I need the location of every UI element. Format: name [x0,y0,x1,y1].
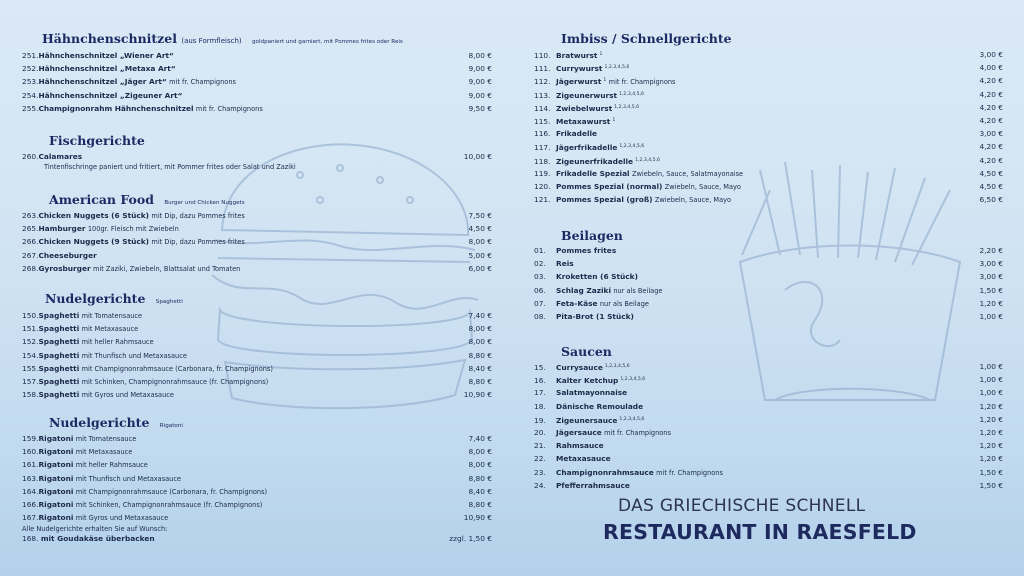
menu-item [534,154,1003,167]
item-number: 260. [22,152,39,161]
item-price: 6,50 € [979,195,1003,205]
item-price: 1,00 € [979,362,1003,371]
section-title-rigatoni [49,415,183,430]
item-number: 119. [534,168,551,178]
menu-item [534,257,1003,270]
item-price: 8,40 € [468,363,492,373]
item-price: 4,50 € [979,168,1003,178]
item-description: mit Thunfisch und Metaxasauce [81,351,187,360]
item-price: 8,00 € [468,337,492,347]
item-name: Rahmsauce [556,441,604,451]
item-additives: 1,2,3,4,5,6 [620,377,646,383]
menu-item [534,270,1003,283]
item-price: 1,00 € [979,311,1003,321]
item-description: mit Champignonrahmsauce (Carbonara, fr. Champignons) [75,487,268,496]
item-description: Zwiebeln, Sauce, Mayo [654,196,732,205]
item-price: 1,20 € [979,414,1003,424]
item-number: 255. [22,103,39,113]
menu-item [22,249,492,262]
menu-item [534,140,1003,153]
item-number: 265. [22,224,39,234]
item-price: 8,80 € [468,499,492,509]
item-number: 22. [534,454,546,464]
beilagen-list [534,244,1003,323]
fisch-title: Fischgerichte [49,133,145,148]
item-description: mit Tomatensauce [81,312,143,320]
item-name: Hähnchenschnitzel „Wiener Art“ [38,51,174,60]
item-number: 118. [534,156,551,166]
item-name: Metaxasauce [556,454,611,464]
item-name: Chicken Nuggets (9 Stück) [38,237,150,247]
item-number: 110. [534,51,551,60]
item-name: Cheeseburger [38,250,97,260]
item-description: Zwiebeln, Sauce, Mayo [664,182,741,191]
item-description: mit fr. Champignons [608,78,676,87]
menu-item [22,209,492,222]
american-note: Burger und Chicken Nuggets [164,200,245,206]
item-name: Gyrosburger [38,263,91,273]
item-description: nur als Beilage [613,286,663,295]
item-name: Currysauce [556,363,603,372]
item-additives: 1,2,3,4,5,6 [619,416,645,422]
menu-item [22,49,492,62]
spaghetti-note: Spaghetti [155,299,183,305]
item-price: 9,00 € [468,64,492,74]
section-title-spaghetti [45,291,183,306]
item-description: mit fr. Champignons [195,104,263,113]
item-number: 263. [22,211,39,220]
item-name: Pommes Spezial (normal) [556,181,663,191]
menu-item [22,309,492,322]
section-title-american [49,192,245,207]
item-number: 16. [534,376,546,386]
item-price: 9,00 € [468,90,492,100]
section-title-fisch [49,133,145,148]
item-price: 4,50 € [468,224,492,234]
item-name: Zwiebelwurst [556,103,613,113]
item-description: mit Gyros und Metaxasauce [75,514,169,523]
schnitzel-note: goldpaniert und garniert, mit Pommes frites oder Reis [252,39,403,45]
item-number: 15. [534,363,546,372]
item-number: 152. [22,337,39,347]
menu-item [22,75,492,88]
schnitzel-subtitle: (aus Formfleisch) [181,37,242,45]
item-number: 21. [534,441,546,451]
item-name: Frikadelle Spezial [556,168,630,178]
item-name: Hähnchenschnitzel „Jäger Art“ [38,77,167,87]
item-price: 4,20 € [979,155,1003,165]
item-description: mit fr. Champignons [604,428,671,437]
item-number: 121. [534,195,551,205]
item-price: 8,00 € [468,447,492,457]
item-price: 1,20 € [979,427,1003,437]
item-number: 06. [534,285,546,295]
item-name: Feta-Käse [556,298,598,308]
menu-item [534,439,1003,452]
item-price: 2,20 € [979,246,1003,255]
menu-item [534,386,1003,399]
item-name: Zigeunerfrikadelle [556,156,634,166]
item-additives: 1,2,3,4,5,6 [604,364,630,369]
item-price: 4,20 € [979,89,1003,99]
menu-item [22,362,492,375]
item-name: Jägersauce [556,427,602,437]
item-number: 254. [22,90,39,100]
item-name: Jägerfrikadelle [556,143,618,153]
item-price: 8,00 € [468,324,492,334]
item-additives: 1 [603,78,607,84]
menu-item [534,400,1003,413]
menu-item [22,498,492,511]
item-description: mit Thunfisch und Metaxasauce [75,474,182,483]
section-title-saucen [561,344,612,359]
item-price: 1,20 € [979,401,1003,411]
menu-item [22,322,492,335]
item-name: Frikadelle [556,129,598,139]
menu-item [534,284,1003,297]
menu-item [22,262,492,275]
item-name: Hähnchenschnitzel „Metaxa Art“ [38,64,176,74]
item-price: 8,80 € [468,376,492,386]
item-name: Champignonrahmsauce [556,467,654,477]
item-number: 24. [534,480,546,490]
menu-item [534,244,1003,257]
item-price: 1,00 € [979,388,1003,398]
american-list [22,209,492,275]
item-name: Pfefferrahmsauce [556,480,630,490]
item-number: 115. [534,116,551,126]
menu-item [534,452,1003,465]
item-name: Zigeunersauce [556,415,618,425]
menu-item [534,193,1003,206]
item-number: 166. [22,499,39,509]
item-number: 07. [534,298,546,308]
item-number: 164. [22,486,39,496]
nudel-extra-list [22,532,492,545]
item-number: 151. [22,324,39,334]
menu-item [534,180,1003,193]
fisch-list [22,150,492,163]
item-price: 1,50 € [979,467,1003,477]
item-number: 03. [534,272,546,282]
item-description: mit Metaxasauce [75,448,133,457]
item-name: Rigatoni [38,434,74,443]
item-name: Spaghetti [38,350,80,360]
spaghetti-list [22,309,492,401]
menu-item [22,349,492,362]
item-number: 167. [22,513,39,523]
menu-item [22,89,492,102]
menu-item [534,426,1003,439]
item-price: 1,20 € [979,441,1003,451]
item-name: Rigatoni [38,473,74,483]
item-name: Rigatoni [38,513,74,523]
item-name: Pommes Spezial (groß) [556,195,653,205]
item-name: Hähnchenschnitzel „Zigeuner Art“ [38,90,183,100]
item-price: 4,20 € [979,76,1003,86]
item-name: Calamares [38,152,83,161]
item-number: 117. [534,143,551,153]
item-number: 17. [534,388,546,398]
item-description: nur als Beilage [599,299,649,308]
item-name: Rigatoni [38,486,74,496]
schnitzel-list [22,49,492,115]
item-number: 08. [534,311,546,321]
menu-item [22,511,492,524]
item-number: 114. [534,103,551,113]
brand-line-1: DAS GRIECHISCHE SCHNELL [618,496,866,516]
item-price: 7,40 € [468,434,492,443]
section-title-beilagen [561,228,623,243]
item-price: 6,00 € [468,263,492,273]
item-price: 4,20 € [979,115,1003,125]
item-number: 18. [534,401,546,411]
menu-item [534,61,1003,74]
menu-item [534,74,1003,87]
menu-item [534,466,1003,479]
item-description: 100gr. Fleisch mit Zwiebeln [87,225,179,234]
item-price: 9,00 € [468,77,492,87]
item-number: 168. [22,534,39,543]
item-price: 4,20 € [979,102,1003,112]
item-number: 158. [22,390,39,400]
item-price: 1,00 € [979,375,1003,385]
saucen-title: Saucen [561,344,612,359]
imbiss-title: Imbiss / Schnellgerichte [561,31,732,46]
spaghetti-title: Nudelgerichte [45,291,146,306]
item-number: 154. [22,350,39,360]
menu-item [534,101,1003,114]
item-description: Zwiebeln, Sauce, Salatmayonaise [631,169,744,178]
item-price: 3,00 € [979,129,1003,139]
item-price: 5,00 € [468,250,492,260]
menu-item [22,102,492,115]
item-number: 19. [534,415,546,425]
item-name: Dänische Remoulade [556,401,644,411]
item-description: mit Schinken, Champignonrahmsauce (fr. Champignons) [75,500,263,509]
item-description: mit fr. Champignons [169,78,236,87]
menu-item [22,62,492,75]
menu-item [534,48,1003,61]
item-price: 7,40 € [468,311,492,320]
item-name: Kalter Ketchup [556,376,619,386]
item-name: Currywurst [556,64,603,74]
menu-item [22,150,492,163]
item-description: mit Champignonrahmsauce (Carbonara, fr. Champignons) [81,364,273,373]
item-description: mit Zaziki, Zwiebeln, Blattsalat und Tomaten [92,264,241,273]
item-number: 155. [22,363,39,373]
item-price: 8,00 € [468,237,492,247]
item-number: 160. [22,447,39,457]
menu-item [22,388,492,401]
menu-item [22,532,492,545]
item-additives: 1,2,3,4,5,6 [635,157,660,163]
item-price: zzgl. 1,50 € [449,534,492,543]
item-description: mit Dip, dazu Pommes frites [151,212,245,220]
menu-item [22,335,492,348]
item-number: 20. [534,427,546,437]
item-name: Pommes frites [556,246,617,255]
item-number: 252. [22,64,39,74]
item-price: 10,90 € [463,513,492,523]
item-description: mit fr. Champignons [656,468,723,477]
item-name: Pita-Brot (1 Stück) [556,311,634,321]
menu-item [534,310,1003,323]
item-description: mit heller Rahmsauce [75,461,148,470]
rigatoni-list [22,432,492,524]
item-price: 3,00 € [979,50,1003,59]
item-name: Chicken Nuggets (6 Stück) [38,211,150,220]
item-name: mit Goudakäse überbacken [40,534,155,543]
item-number: 01. [534,246,546,255]
item-price: 3,00 € [979,272,1003,282]
item-price: 8,00 € [468,460,492,470]
item-name: Rigatoni [38,460,74,470]
item-price: 1,50 € [979,285,1003,295]
section-title-imbiss [561,31,732,46]
item-description: mit Schinken, Champignonrahmsauce (fr. Champignons) [81,377,269,386]
item-name: Champignonrahm Hähnchenschnitzel [38,103,194,113]
item-name: Zigeunerwurst [556,90,618,100]
item-description: mit Gyros und Metaxasauce [81,391,174,400]
item-number: 116. [534,129,551,139]
item-name: Spaghetti [38,324,80,334]
item-number: 163. [22,473,39,483]
item-description: mit Dip, dazu Pommes frites [151,238,245,247]
menu-item [534,373,1003,386]
menu-item [534,360,1003,373]
item-name: Salatmayonnaise [556,388,628,398]
menu-item [22,458,492,471]
item-additives: 1 [612,117,616,123]
item-number: 253. [22,77,39,87]
item-additives: 1 [599,52,603,57]
rigatoni-note: Rigatoni [159,423,183,429]
item-price: 4,00 € [979,63,1003,73]
item-number: 157. [22,376,39,386]
item-number: 267. [22,250,39,260]
american-title: American Food [49,192,154,207]
item-price: 1,50 € [979,480,1003,490]
brand-line-2: RESTAURANT IN RAESFELD [603,520,917,544]
menu-item [22,472,492,485]
saucen-list [534,360,1003,492]
item-number: 113. [534,90,551,100]
item-number: 161. [22,460,39,470]
item-number: 150. [22,311,39,320]
item-name: Spaghetti [38,337,80,347]
item-price: 3,00 € [979,259,1003,269]
item-number: 159. [22,434,39,443]
item-number: 23. [534,467,546,477]
item-number: 251. [22,51,39,60]
item-name: Spaghetti [38,363,80,373]
item-price: 4,50 € [979,181,1003,191]
item-name: Rigatoni [38,499,74,509]
item-price: 4,20 € [979,142,1003,152]
item-name: Metaxawurst [556,116,611,126]
item-additives: 1,2,3,4,5,6 [619,91,644,97]
menu-item [534,114,1003,127]
nudel-extra-note: Alle Nudelgerichte erhalten Sie auf Wunsch: [22,525,168,533]
item-price: 8,80 € [468,473,492,483]
item-price: 8,80 € [468,350,492,360]
item-number: 112. [534,77,551,87]
item-description: mit Metaxasauce [81,325,139,334]
menu-item [534,127,1003,140]
menu-item [22,222,492,235]
menu-item [22,445,492,458]
item-additives: 1,2,3,4,5,6 [614,104,640,110]
item-number: 02. [534,259,546,269]
menu-item [22,485,492,498]
menu-item [534,479,1003,492]
item-name: Bratwurst [556,51,598,60]
imbiss-list [534,48,1003,206]
item-name: Spaghetti [38,390,80,400]
menu-item [534,297,1003,310]
item-name: Reis [556,259,574,269]
item-price: 10,90 € [463,390,492,400]
item-name: Schlag Zaziki [556,285,611,295]
section-title-schnitzel [42,31,403,46]
item-description: mit Tomatensauce [75,435,137,443]
item-price: 1,20 € [979,298,1003,308]
item-price: 1,20 € [979,454,1003,464]
item-name: Spaghetti [38,376,80,386]
item-name: Kroketten (6 Stück) [556,272,638,282]
menu-item [534,167,1003,180]
beilagen-title: Beilagen [561,228,623,243]
item-price: 7,50 € [468,211,492,220]
item-price: 8,00 € [468,51,492,60]
item-number: 120. [534,181,551,191]
item-number: 111. [534,64,551,74]
item-name: Hamburger [38,224,86,234]
item-additives: 1,2,3,4,5,6 [604,65,630,71]
rigatoni-title: Nudelgerichte [49,415,150,430]
item-number: 266. [22,237,39,247]
item-additives: 1,2,3,4,5,6 [619,144,645,150]
item-description: mit heller Rahmsauce [81,338,154,347]
menu-item [534,413,1003,426]
menu-item [534,88,1003,101]
menu-item [22,375,492,388]
menu-item [22,235,492,248]
menu-item [22,432,492,445]
item-price: 8,40 € [468,486,492,496]
item-name: Rigatoni [38,447,74,457]
item-name: Jägerwurst [556,77,602,87]
fisch-note: Tintenfischringe paniert und fritiert, mit Pommer frites oder Salat und Zaziki [44,163,296,171]
item-price: 9,50 € [468,103,492,113]
item-number: 268. [22,263,39,273]
item-name: Spaghetti [38,311,80,320]
schnitzel-title: Hähnchenschnitzel [42,31,177,46]
item-price: 10,00 € [463,152,492,161]
